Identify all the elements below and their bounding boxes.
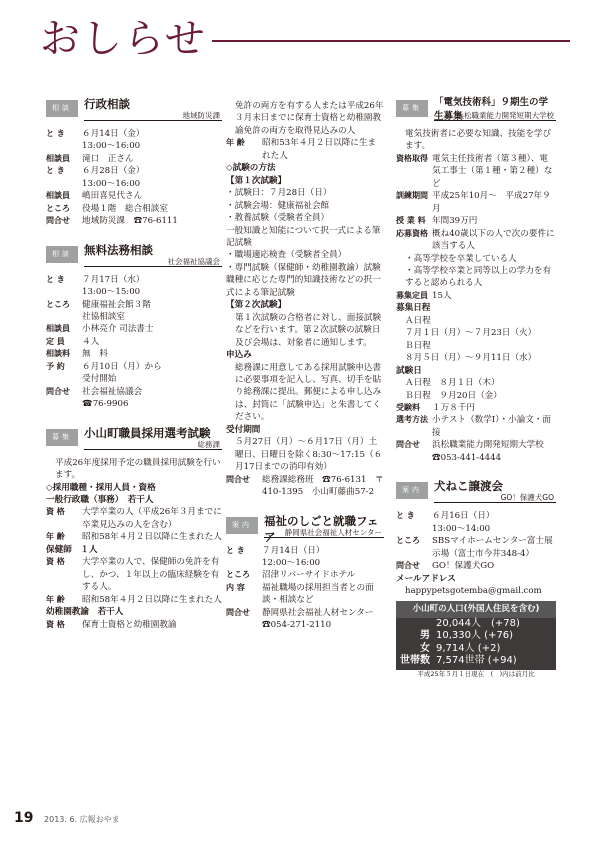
info-rows [46, 274, 222, 411]
row-label: と き [396, 510, 415, 521]
subheading: ◇採用職種・採用人員・資格 [46, 482, 156, 493]
info-rows [396, 510, 556, 572]
info-row [46, 215, 222, 227]
info-row [46, 311, 222, 323]
row-label: ところ [396, 535, 420, 546]
row-value: ７月17日（水） [82, 274, 145, 285]
row-label: 問合せ [226, 606, 250, 617]
period-item: ７月１日（月）〜７月23日（火） [405, 328, 537, 339]
info-row [46, 190, 222, 202]
info-row [396, 290, 556, 302]
notice-denki: 募集 「電気技術科」９期生の学生募集 浜松職業能力開発短期大学校 電気技術者に必要な知識、技能を学びます。 資格取得 電気主任技術者（第３種）、電気工事士（第１種・第２種）など 訓練期間 平成25年10月〜 平成27年９月 授 業 料 年間39万円 応募資格 概ね40歳以下の人で次の要件に該当する人 ・高等学校を卒業している人 ・高等学校卒業と同等以上の学力を有すると認められる人 募集定員 15人 募集日程 Ａ日程 ７月１日（月）〜７月23日（火） Ｂ日程 ８月５日（月）〜９月11日（水） 試験日 Ａ日程 ８月１日（木） Ｂ日程 ９月20日（金） 受験料 １万８千円 選考方法 小テスト（数学Ⅰ）・小論文・面接 問合せ 浜松職業能力開発短期大学校 ☎053-441-4444 [396, 97, 555, 463]
info-rows [396, 402, 556, 464]
row-label: 相談料 [46, 348, 70, 359]
row-value: 大学卒業の人（平成26年３月までに卒業見込みの人を含む） [82, 507, 222, 530]
info-rows [226, 545, 384, 632]
row-value: 地域防災課 ☎76-6111 [82, 216, 178, 227]
info-row [226, 545, 384, 557]
notice-org: 地域防災課 [182, 111, 220, 120]
info-row [226, 582, 384, 607]
population-label: 男 [420, 630, 430, 642]
row-label [46, 373, 82, 385]
info-row [46, 594, 222, 606]
notice-title: 無料法務相談 [84, 242, 153, 257]
job-type: 幼稚園教諭 若干人 [46, 607, 124, 618]
row-label: 相談員 [46, 323, 70, 334]
row-value: 昭和58年４月２日以降に生まれた人 [82, 594, 222, 605]
notice-org: GO！保護犬GO [500, 493, 554, 503]
row-value: ７月14日（日） [262, 545, 325, 556]
period-item: Ｂ日程 [405, 340, 431, 351]
notice-org: 総務課 [197, 439, 220, 449]
info-row [46, 299, 222, 311]
row-label: 年 齢 [46, 531, 65, 542]
info-row [226, 557, 384, 569]
row-value: １万８千円 [432, 402, 475, 413]
row-label: 資 格 [46, 618, 65, 629]
title-rule [212, 40, 570, 42]
period-item: ８月５日（月）〜９月11日（水） [405, 353, 537, 364]
row-value: 沼津リバーサイドホテル [262, 570, 356, 581]
info-rows [46, 506, 222, 543]
issue-label: 2013. 6. 広報おやま [44, 815, 120, 824]
info-row [46, 140, 222, 152]
row-value: 無 料 [82, 349, 108, 360]
requirement-item: ・高等学校を卒業している人 [405, 253, 517, 264]
job-type: 保健師 １人 [46, 544, 98, 555]
row-value: 年間39万円 [432, 216, 478, 227]
notice-kyosei [46, 96, 222, 228]
row-value: 13:00〜15:00 [82, 287, 141, 298]
info-row [396, 402, 556, 414]
info-row [46, 203, 222, 215]
category-tag: 募集 [46, 429, 78, 446]
row-value: SBSマイホームセンター富士展示場（富士市今井348-4） [432, 536, 553, 559]
exam-date: Ａ日程 ８月１日（木） [405, 378, 500, 389]
info-row [46, 361, 222, 373]
category-tag: 相談 [46, 246, 78, 263]
notice-org: 静岡県社会福祉人材センター [284, 527, 382, 537]
row-label: 定 員 [46, 335, 65, 346]
row-label: 問合せ [46, 215, 70, 226]
column-2: 免許の両方を有する人または平成26年３月末日までに保育士資格と幼稚園教諭免許の両方を取得見込みの人 年 齢 昭和53年４月２日以降に生まれた人 ◇試験の方法 【第１次試験】 ・試験日：７月28日（日） ・試験会場：健康福祉会館 ・教養試験（受験者全員） 一般知識と知能について択一式による筆記試験 ・職場適応検査（受験者全員） ・専門試験（保健師・幼稚園教諭）試験職種に応じた専門的知識技術などの択一式による筆記試験 【第２次試験】 第１次試験の合格者に対し、面接試験などを行います。第２次試験の試験日及び会場は、対象者に通知します。 申込み 総務課に用意してある採用試験申込書に必要事項を記入し、写真、切手を貼り総務課に提出。郵便による申し込みは、封筒に「試験申込」と朱書してください。 受付期間 ５月27日（月）〜６月17日（月）土曜日、日曜日を除く8:30〜17:15（６月17日までの消印有効） 問合せ 総務課総務班 ☎76-6131 〒410-1395 小山町藤曲57-2 案内 福祉のしごと就職フェア 静岡県社会福祉人材センター と き ７月14日（日） 12:00〜16:00 ところ 沼津リバーサイドホテル 内 容 福祉職場の採用担当者との面談・相談など 問合せ 静岡県社会福祉人材センター ☎054-271-2110 [226, 101, 384, 631]
info-row [46, 386, 222, 398]
row-label: 問合せ [396, 560, 420, 571]
exam-date: Ｂ日程 ９月20日（金） [405, 390, 502, 401]
population-value: 20,044人 (+78) [436, 617, 520, 629]
exam-stage: 【第１次試験】 [226, 175, 287, 186]
row-value: 役場１階 総合相談室 [82, 203, 168, 214]
row-value: 電気主任技術者（第３種）、電気工事士（第１種・第２種）など [432, 153, 553, 189]
row-label: と き [46, 273, 65, 284]
population-value: 7,574世帯 (+94) [436, 655, 517, 667]
category-tag: 募集 [396, 100, 428, 117]
continued-text: 免許の両方を有する人または平成26年３月末日までに保育士資格と幼稚園教諭免許の両方を取得見込みの人 [235, 101, 384, 136]
email-link[interactable]: happypetsgotemba@gmail.com [405, 585, 542, 596]
row-value: 福祉職場の採用担当者との面談・相談など [262, 582, 374, 606]
exam-item: ・専門試験（保健師・幼稚園教諭）試験職種に応じた専門的知識技術などの択一式による筆記試験 [226, 262, 381, 298]
info-row [46, 506, 222, 531]
job-type: 一般行政職（事務） 若干人 [46, 494, 154, 505]
population-note: 平成25年５月１日現在 ( )内は前月比 [417, 669, 535, 678]
row-label [46, 286, 82, 298]
category-tag: 案内 [226, 517, 258, 534]
notice-org: 浜松職業能力開発短期大学校 [456, 111, 554, 120]
paragraph: 総務課に用意してある採用試験申込書に必要事項を記入し、写真、切手を貼り総務課に提出。郵便による申し込みは、封筒に「試験申込」と朱書してください。 [235, 362, 382, 423]
column-3 [396, 96, 556, 679]
population-label: 女 [420, 642, 430, 654]
population-box [396, 601, 556, 669]
exam-item: ・教養試験（受験者全員） [226, 213, 330, 224]
info-row [396, 523, 556, 535]
row-value: 社会福祉協議会 [82, 386, 143, 397]
row-label: と き [226, 544, 245, 555]
row-label: 相談員 [46, 190, 70, 201]
population-row [396, 618, 556, 631]
info-row [46, 286, 222, 298]
paragraph: ５月27日（月）〜６月17日（月）土曜日、日曜日を除く8:30〜17:15（６月17日までの消印有効） [235, 437, 383, 473]
row-value: ☎76-9906 [82, 399, 129, 410]
row-value: 平成25年10月〜 平成27年９月 [432, 191, 551, 214]
info-rows [46, 128, 222, 228]
info-row [46, 153, 222, 165]
population-title: 小山町の人口(外国人住民を含む) [396, 601, 556, 617]
info-row [396, 560, 556, 572]
row-value: ６月28日（金） [82, 166, 145, 177]
info-row [46, 619, 222, 631]
notice-saiyo [46, 425, 222, 631]
notice-neko: 案内 犬ねこ譲渡会 GO！保護犬GO と き ６月16日（日） 13:00〜14:00 ところ SBSマイホームセンター富士展示場（富士市今井348-4） 問合せ GO！保護犬GO メールアドレス happypetsgotemba@gmail.com [396, 479, 554, 596]
row-label: と き [46, 128, 65, 138]
population-label [396, 618, 436, 631]
population-row [396, 655, 556, 668]
info-row [396, 190, 556, 215]
row-label: 問合せ [46, 385, 70, 396]
row-value: 小林亮介 司法書士 [82, 324, 154, 335]
row-label [46, 178, 82, 190]
intro-text: 平成26年度採用予定の職員採用試験を行います。 [55, 457, 221, 481]
exam-items [226, 187, 384, 299]
row-label: 年 齢 [46, 593, 65, 604]
row-value: ６月14日（金） [82, 129, 145, 139]
exam-dates [396, 377, 556, 402]
notice-title: 福祉のしごと就職フェア [264, 513, 379, 545]
notice-muryo [46, 242, 222, 411]
row-label: 内 容 [226, 581, 245, 592]
info-row [46, 348, 222, 360]
population-value: 9,714人 (+2) [436, 642, 501, 654]
info-row [46, 323, 222, 335]
row-value: ６月10日（月）から [82, 361, 162, 372]
category-tag: 相談 [46, 100, 78, 117]
row-value: 受付開始 [82, 374, 117, 385]
period-heading: 受付期間 [226, 424, 261, 435]
notice-org: 社会福祉協議会 [167, 256, 220, 266]
info-row [396, 215, 556, 227]
row-label: 選考方法 [396, 414, 428, 425]
notice-fair [226, 513, 384, 632]
info-row [46, 398, 222, 410]
requirement-item: ・高等学校卒業と同等以上の学力を有すると認められる人 [405, 265, 552, 289]
row-value: 浜松職業能力開発短期大学校 ☎053-441-4444 [432, 440, 553, 463]
page-number: 19 [14, 810, 34, 826]
row-value: 15人 [432, 290, 452, 301]
row-label: 応募資格 [396, 227, 428, 238]
periods [396, 315, 556, 365]
row-value: ６月16日（日） [432, 511, 495, 522]
info-row [396, 153, 556, 190]
row-label: 相談員 [46, 152, 70, 163]
requirements [396, 253, 556, 290]
column-1 [46, 96, 222, 631]
info-rows [46, 619, 222, 631]
info-row [46, 165, 222, 177]
row-label: 問合せ [396, 439, 420, 450]
info-row [396, 439, 556, 464]
notice-title: 犬ねこ譲渡会 [434, 479, 503, 494]
info-row [226, 607, 384, 632]
row-label [396, 523, 432, 535]
row-value: 小テスト（数学Ⅰ）・小論文・面接 [432, 415, 552, 438]
population-row [396, 630, 556, 643]
row-label: ところ [46, 298, 70, 309]
info-row [396, 228, 556, 253]
row-value: 13:00〜16:00 [82, 141, 141, 152]
row-label: 訓練期間 [396, 190, 428, 201]
info-row [46, 274, 222, 286]
row-value: 滝口 正さん [82, 153, 134, 164]
row-value: 健康福祉会館３階 [82, 299, 151, 310]
exam-item: ・職場適応検査（受験者全員） [226, 250, 347, 261]
row-value: 昭和58年４月２日以降に生まれた人 [82, 532, 222, 543]
row-value: 12:00〜16:00 [262, 557, 321, 568]
row-value: ４人 [82, 336, 100, 347]
row-value: 13:00〜14:00 [432, 523, 491, 534]
row-value: 静岡県社会福祉人材センター ☎054-271-2110 [262, 607, 382, 631]
info-row [396, 510, 556, 522]
notice-title: 行政相談 [84, 97, 130, 111]
row-label: 資 格 [46, 506, 65, 517]
exam-item: ・試験日：７月28日（日） [226, 188, 332, 199]
row-label [46, 398, 82, 410]
info-row [396, 535, 556, 560]
row-value: 嶋田喜見代さん [82, 191, 143, 202]
row-label: ところ [46, 202, 70, 213]
info-row [46, 373, 222, 385]
info-rows [396, 153, 556, 253]
row-label: 資 格 [46, 556, 65, 567]
row-value: 大学卒業の人で、保健師の免許を有し、かつ、１年以上の臨床経験を有する人。 [82, 557, 220, 593]
info-row [46, 336, 222, 348]
row-value: 13:00〜16:00 [82, 178, 141, 189]
row-value: 保育士資格と幼稚園教諭 [82, 619, 177, 630]
population-label: 世帯数 [400, 655, 430, 667]
row-value: 概ね40歳以下の人で次の要件に該当する人 [432, 228, 555, 252]
exam-stage: 【第２次試験】 [226, 300, 287, 311]
page-title: おしらせ [40, 16, 207, 62]
row-label: ところ [226, 569, 250, 580]
exam-item: ・試験会場：健康福祉会館 [226, 200, 330, 211]
row-label [46, 140, 82, 152]
row-label [46, 311, 82, 323]
period-item: Ａ日程 [405, 315, 431, 326]
info-rows [46, 556, 222, 606]
subheading: ◇試験の方法 [226, 163, 276, 174]
info-row [46, 178, 222, 190]
row-label [226, 557, 262, 569]
paragraph: 第１次試験の合格者に対し、面接試験などを行います。第２次試験の試験日及び会場は、対象者に通知します。 [235, 312, 382, 348]
row-label: 予 約 [46, 360, 65, 371]
info-row [396, 414, 556, 439]
info-row [46, 128, 222, 140]
intro-text: 電気技術者に必要な知識、技能を学びます。 [405, 129, 552, 152]
row-label: 授 業 料 [396, 215, 426, 226]
row-label: 募集定員 [396, 289, 428, 300]
category-tag: 案内 [396, 482, 428, 499]
notice-title: 小山町職員採用選考試験 [84, 425, 211, 440]
row-label: 資格取得 [396, 152, 428, 163]
population-value: 10,330人 (+76) [436, 630, 514, 642]
apply-heading: 申込み [226, 350, 252, 361]
row-value: 社協相談室 [82, 311, 125, 322]
notice-title: 「電気技術科」９期生の学生募集 [434, 97, 549, 122]
exam-item: 一般知識と知能について択一式による筆記試験 [226, 225, 381, 248]
row-label: 受験料 [396, 401, 420, 412]
info-row [226, 569, 384, 581]
population-row [396, 643, 556, 656]
page-footer [14, 808, 120, 828]
info-row [46, 531, 222, 543]
info-rows [396, 290, 556, 302]
info-row [46, 556, 222, 593]
row-value: GO！保護犬GO [432, 561, 495, 572]
row-label: と き [46, 165, 65, 176]
